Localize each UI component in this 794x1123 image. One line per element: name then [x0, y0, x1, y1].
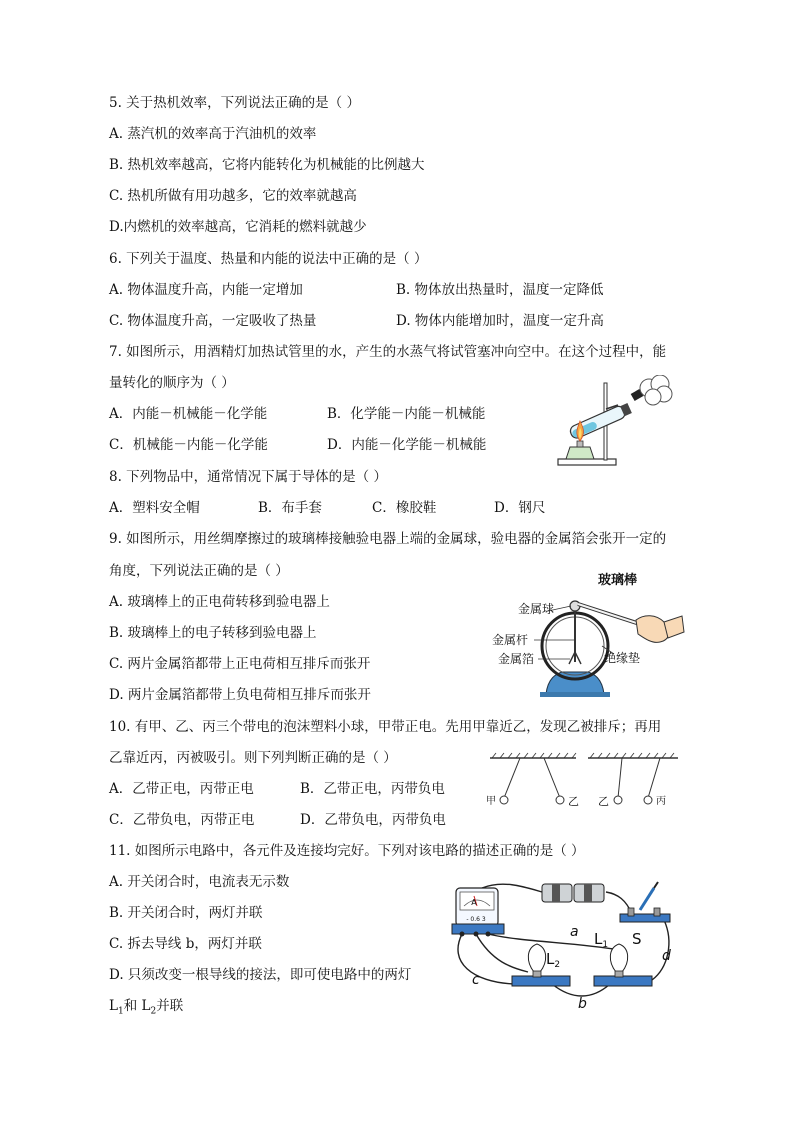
q9-stem-line2: 角度，下列说法正确的是（ ）	[109, 563, 289, 579]
q9-stem-line1: 9. 如图所示，用丝绸摩擦过的玻璃棒接触验电器上端的金属球，验电器的金属箔会张开一定的	[109, 531, 667, 547]
q7-option-d: D．内能－化学能－机械能	[327, 437, 487, 453]
q7-stem-line1: 7. 如图所示，用酒精灯加热试管里的水，产生的水蒸气将试管塞冲向空中。在这个过程中，能	[109, 344, 667, 360]
q7-option-b: B．化学能－内能－机械能	[327, 406, 486, 422]
q5-option-d: D.内燃机的效率越高，它消耗的燃料就越少	[109, 219, 367, 235]
q11-label-c: c	[472, 972, 480, 988]
q11-label-lamp1: $L_1$	[594, 930, 609, 950]
q6-option-d: D. 物体内能增加时，温度一定升高	[396, 313, 604, 329]
q10-label-yi-1: 乙	[568, 795, 579, 808]
q7-option-a: A．内能－机械能－化学能	[109, 406, 268, 422]
q9-label-ball: 金属球	[518, 602, 555, 616]
q11-option-b: B. 开关闭合时，两灯并联	[109, 905, 263, 921]
q8-option-a: A．塑料安全帽	[109, 500, 200, 516]
q10-stem-line1: 10. 有甲、乙、丙三个带电的泡沫塑料小球，甲带正电。先用甲靠近乙，发现乙被排斥；再用	[109, 719, 662, 735]
q8-option-d: D．钢尺	[494, 500, 546, 516]
q11-option-d-line2	[109, 997, 183, 1021]
q9-label-rod: 玻璃棒	[598, 573, 638, 588]
q9-option-d: D. 两片金属箔都带上负电荷相互排斥而张开	[109, 687, 371, 703]
q6-option-c: C. 物体温度升高，一定吸收了热量	[109, 313, 317, 329]
q5-option-b: B. 热机效率越高，它将内能转化为机械能的比例越大	[109, 157, 425, 173]
q11-label-ammeter-scale: - 0.6 3	[466, 916, 486, 923]
q6-option-a: A. 物体温度升高，内能一定增加	[109, 282, 303, 298]
q11-label-ammeter: A	[471, 898, 477, 907]
q6-option-b: B. 物体放出热量时，温度一定降低	[396, 282, 604, 298]
q10-stem-line2: 乙靠近丙，丙被吸引。则下列判断正确的是（ ）	[109, 750, 397, 766]
q11-label-switch: S	[632, 930, 642, 948]
lamp-l2-subscript: 2	[150, 1006, 157, 1017]
q11-option-a: A. 开关闭合时，电流表无示数	[109, 874, 290, 890]
q11-option-d: D. 只须改变一根导线的接法，即可使电路中的两灯	[109, 967, 412, 983]
q9-option-b: B. 玻璃棒上的电子转移到验电器上	[109, 625, 317, 641]
q10-label-bing: 丙	[656, 796, 666, 807]
q8-stem: 8. 下列物品中，通常情况下属于导体的是（ ）	[109, 469, 387, 485]
conjunction: 和	[123, 998, 142, 1014]
q5-stem: 5. 关于热机效率，下列说法正确的是（ ）	[109, 95, 360, 111]
q9-figure-electroscope	[486, 566, 686, 704]
q10-label-jia: 甲	[486, 796, 496, 807]
lamp-l2-letter: L	[141, 998, 151, 1014]
q9-option-c: C. 两片金属箔都带上正电荷相互排斥而张开	[109, 656, 371, 672]
q10-option-a: A．乙带正电，丙带正电	[109, 781, 254, 797]
q7-figure-test-tube	[552, 375, 682, 470]
q8-option-b: B．布手套	[258, 500, 322, 516]
q11-option-c: C. 拆去导线 b，两灯并联	[109, 936, 262, 952]
q9-label-pad: 绝缘垫	[604, 651, 641, 665]
q9-option-a: A. 玻璃棒上的正电荷转移到验电器上	[109, 594, 330, 610]
q11-label-a: a	[570, 924, 579, 940]
q7-option-c: C．机械能－内能－化学能	[109, 437, 268, 453]
q11-stem: 11. 如图所示电路中，各元件及连接均完好。下列对该电路的描述正确的是（ ）	[109, 843, 585, 859]
q7-stem-line2: 量转化的顺序为（ ）	[109, 375, 235, 391]
q11-label-b: b	[578, 996, 587, 1012]
q10-figure-balls	[484, 750, 684, 810]
lamp-l1-letter: L	[109, 998, 118, 1014]
q10-option-d: D．乙带负电，丙带负电	[300, 812, 446, 828]
q9-label-stem-rod: 金属杆	[492, 633, 529, 647]
q8-option-c: C．橡胶鞋	[372, 500, 437, 516]
q10-option-c: C．乙带负电，丙带正电	[109, 812, 255, 828]
option-tail: 并联	[156, 998, 184, 1014]
q10-option-b: B．乙带正电，丙带负电	[300, 781, 445, 797]
q9-label-foil: 金属箔	[498, 652, 535, 666]
q5-option-c: C. 热机所做有用功越多，它的效率就越高	[109, 188, 357, 204]
q11-label-lamp2: $L_2$	[546, 950, 561, 970]
q11-figure-circuit	[442, 872, 678, 1012]
q11-label-d: d	[662, 948, 671, 964]
lamp-l1-subscript: 1	[117, 1006, 124, 1017]
q6-stem: 6. 下列关于温度、热量和内能的说法中正确的是（ ）	[109, 251, 428, 267]
q5-option-a: A. 蒸汽机的效率高于汽油机的效率	[109, 126, 317, 142]
q10-label-yi-2: 乙	[598, 795, 609, 808]
